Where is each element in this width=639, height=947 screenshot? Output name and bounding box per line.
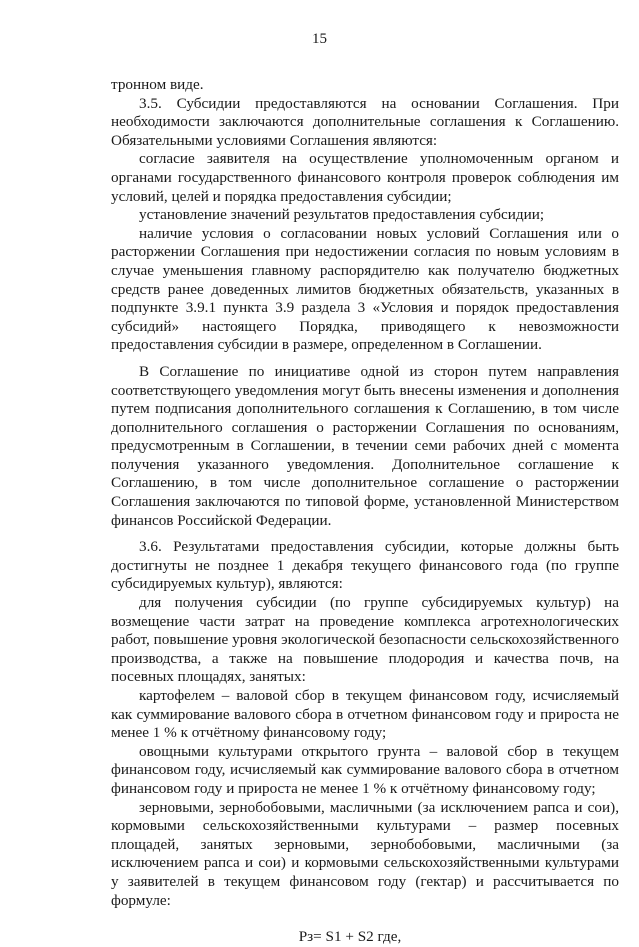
paragraph-condition-results: установление значений результатов предоставления субсидии; xyxy=(139,206,545,224)
paragraph-3-5: 3.5. Субсидии предоставляются на основании Соглашения. При необходимости заключаются дополнительные соглашения к Соглашению. Обязательными условиями Соглашения являются: xyxy=(111,94,619,149)
paragraph-condition-agreement: наличие условия о согласовании новых условий Соглашения или о расторжении Соглашения при недостижении согласия по новым условиям в случае уменьшения главному распорядителю как получателю бюджетных средств ранее доведенных лимитов бюджетных обязательств, указанных в подпункте 3.9.1 пункта 3.9 раздела 3 «Условия и порядок предоставления субсидий» настоящего Порядка, приводящего к невозможности предоставления субсидии в размере, определенном в Соглашении. xyxy=(111,224,619,354)
formula: Рз= S1 + S2 где, xyxy=(298,928,402,946)
paragraph-amendments: В Соглашение по инициативе одной из сторон путем направления соответствующего уведомления могут быть внесены изменения и дополнения путем подписания дополнительного соглашения к Соглашению, в том числе дополнительного соглашения о расторжении Соглашения по основаниям, предусмотренным в Соглашении, в течении семи рабочих дней с момента получения указанного уведомления. Дополнительное соглашение к Соглашению, в том числе дополнительное соглашение о расторжении Соглашения заключаются по типовой форме, установленной Министерством финансов Российской Федерации. xyxy=(111,362,619,529)
paragraph-continuation: тронном виде. xyxy=(111,76,204,93)
page-number: 15 xyxy=(312,31,327,47)
paragraph-potatoes: картофелем – валовой сбор в текущем финансовом году, исчисляемый как суммирование валового сбора в отчетном финансовом году и прироста не менее 1 % к отчётному финансовому году; xyxy=(111,687,619,742)
paragraph-subsidy-purpose: для получения субсидии (по группе субсидируемых культур) на возмещение части затрат на проведение комплекса агротехнологических работ, повышение уровня экологической безопасности сельскохозяйственного производства, а также на повышение плодородия и качества почв, на посевных площадях, занятых: xyxy=(111,594,619,686)
paragraph-3-6: 3.6. Результатами предоставления субсидии, которые должны быть достигнуты не позднее 1 декабря текущего финансового года (по группе субсидируемых культур), являются: xyxy=(111,538,619,593)
paragraph-condition-consent: согласие заявителя на осуществление уполномоченным органом и органами государственного финансового контроля проверок соблюдения им условий, целей и порядка предоставления субсидии; xyxy=(111,150,619,205)
paragraph-grains: зерновыми, зернобобовыми, масличными (за исключением рапса и сои), кормовыми сельскохозяйственными культурами – размер посевных площадей, занятых зерновыми, зернобобовыми, масличными (за исключением рапса и сои) и кормовыми сельскохозяйственными культурами у заявителей в текущем финансовом году (гектар) и рассчитывается по формуле: xyxy=(111,798,619,909)
paragraph-vegetables: овощными культурами открытого грунта – валовой сбор в текущем финансовом году, исчисляемый как суммирование валового сбора в отчетном финансовом году и прироста не менее 1 % к отчётному финансовому году; xyxy=(111,742,619,797)
document-body xyxy=(111,76,619,947)
